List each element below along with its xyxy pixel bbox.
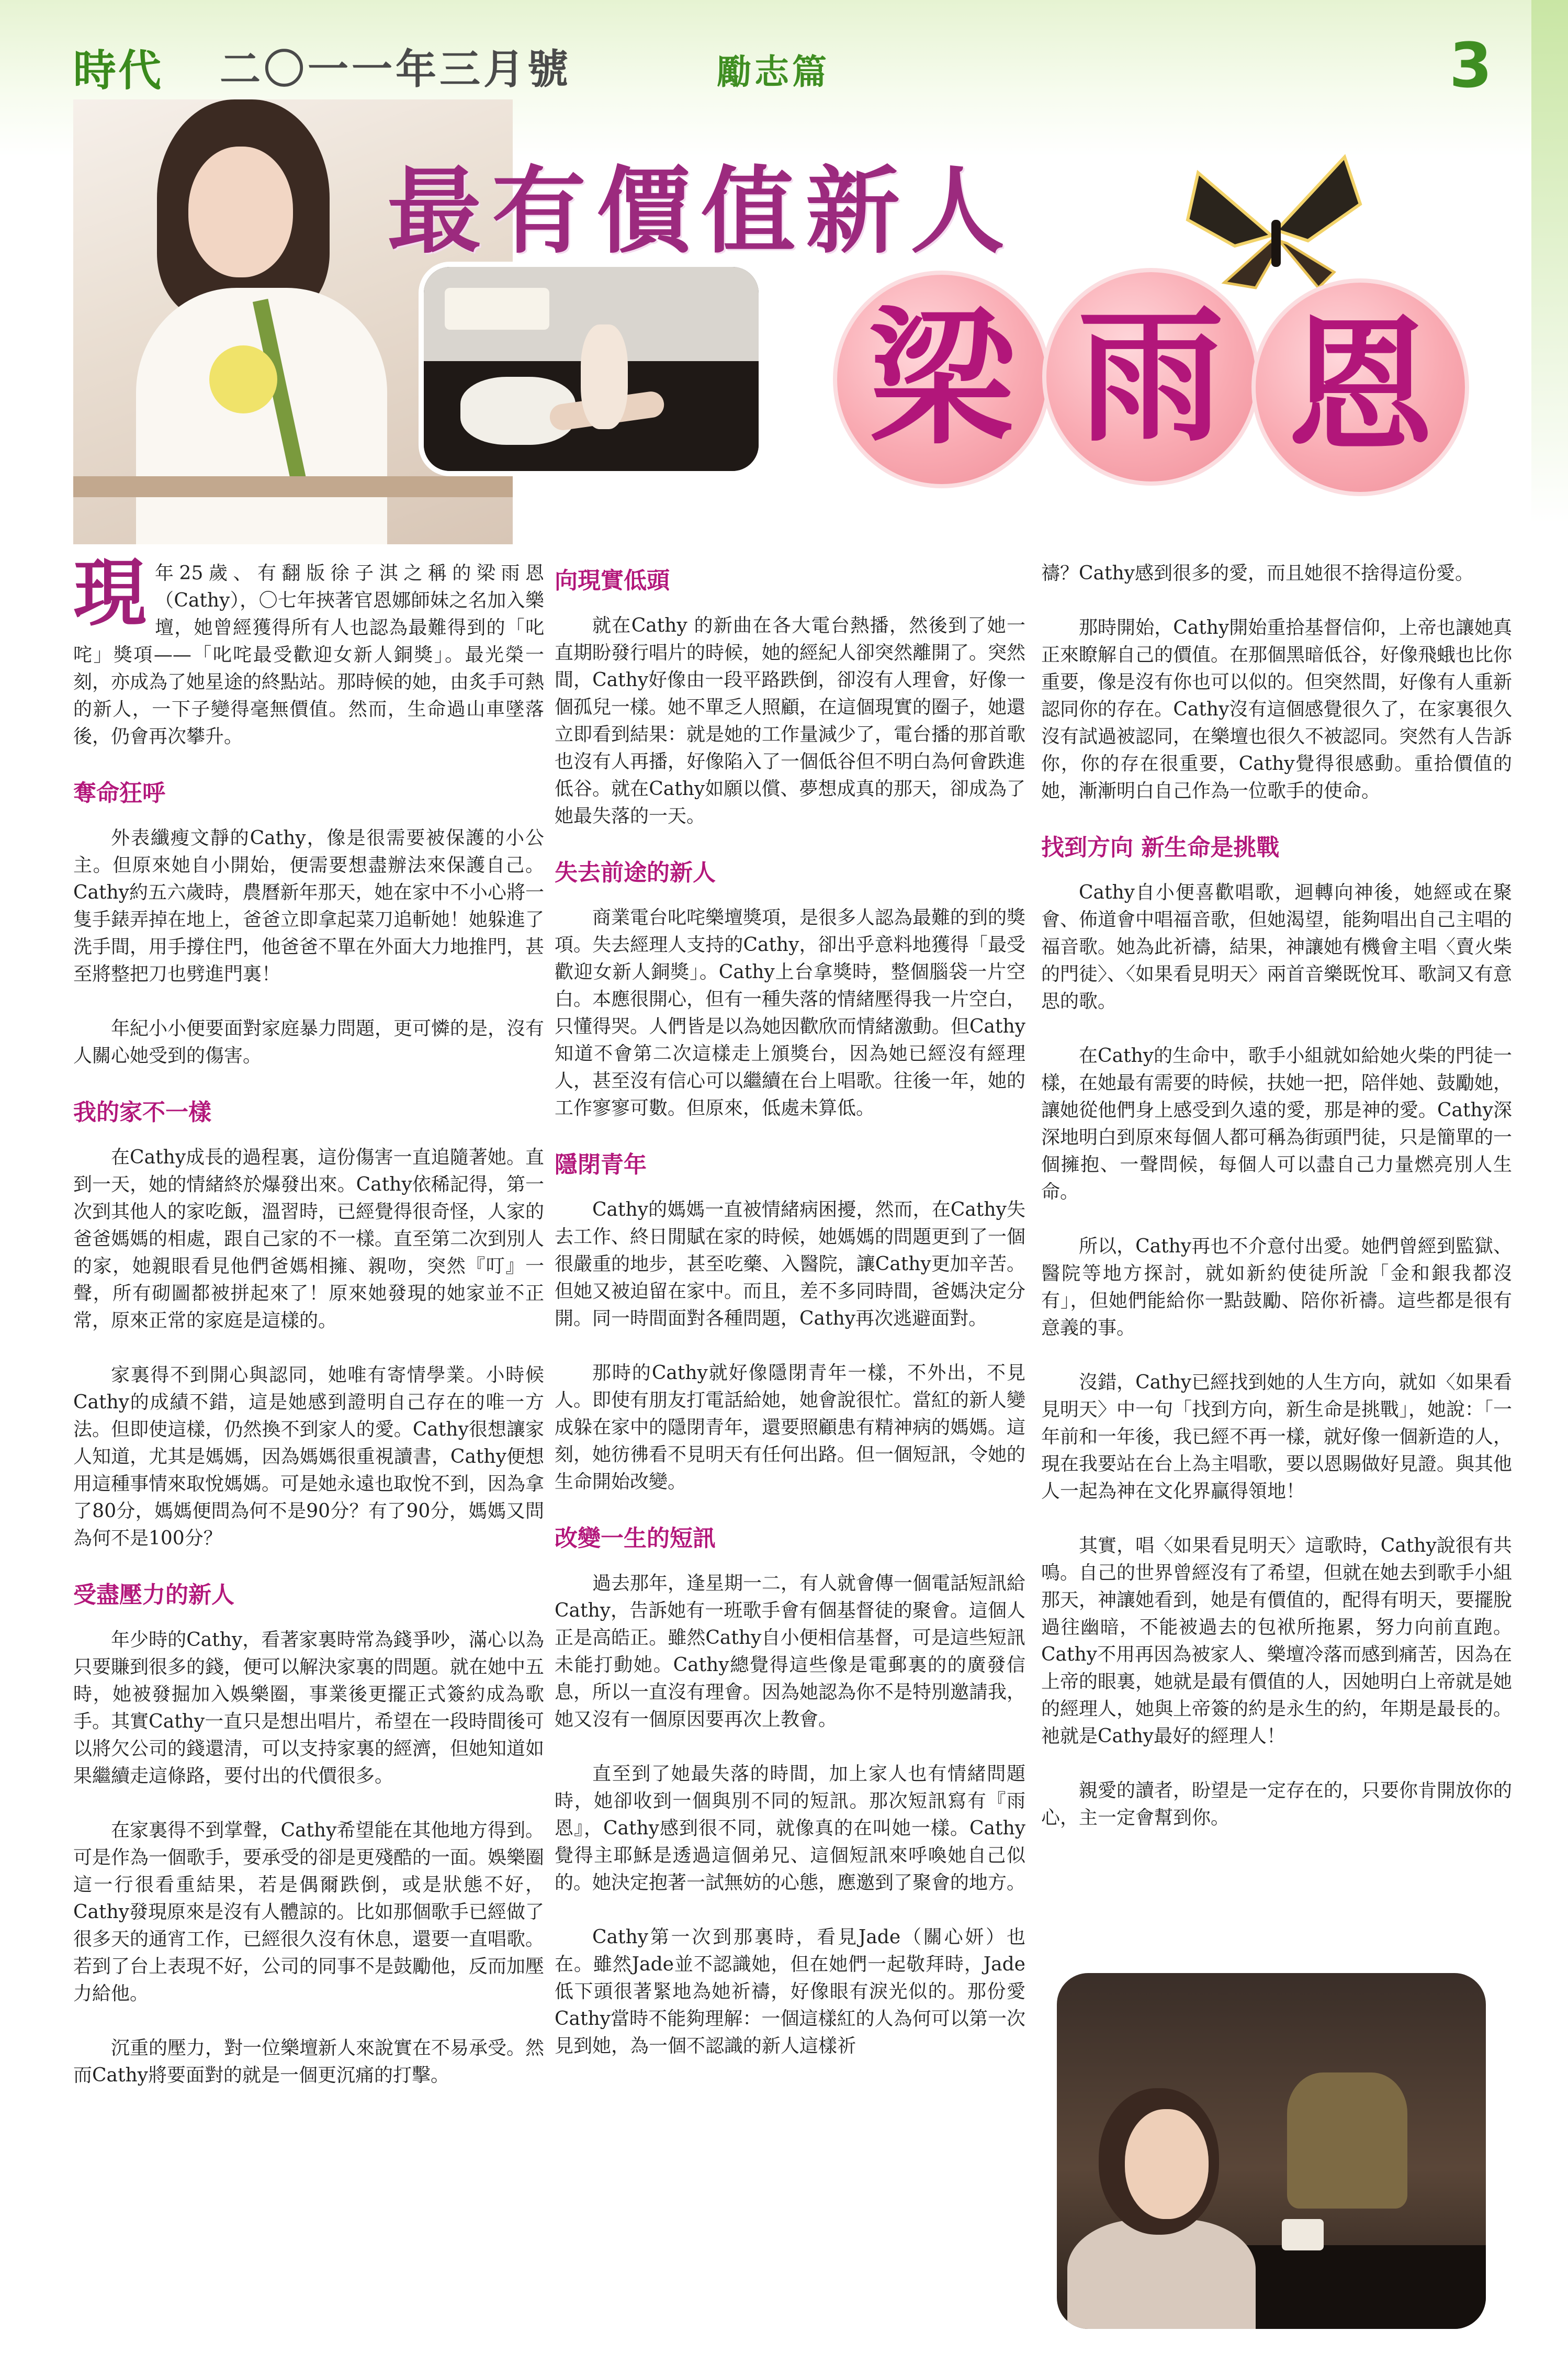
sofa-photo [424, 267, 759, 471]
paragraph: 直至到了她最失落的時間，加上家人也有情緒問題時，她卻收到一個與別不同的短訊。那次短訊寫有『雨恩』，Cathy感到很不同，就像真的在叫她一樣。Cathy覺得主耶穌是透過這個弟兄、這個短訊來呼喚她自己似的。她決定抱著一試無妨的心態，應邀到了聚會的地方。 [555, 1763, 1026, 1893]
side-band [1531, 0, 1568, 523]
subheading: 向現實低頭 [555, 567, 670, 594]
paragraph: 過去那年，逢星期一二，有人就會傳一個電話短訊給Cathy，告訴她有一班歌手會有個基督徒的聚會。這個人正是高皓正。雖然Cathy自小便相信基督，可是這些短訊未能打動她。Cathy總覺得這些像是電郵裏的的廣發信息，所以一直沒有理會。因為她認為你不是特別邀請我，她又沒有一個原因要再次上教會。 [555, 1573, 1026, 1730]
masthead-brand: 時代 [73, 46, 164, 96]
name-char-2: 雨 [1078, 292, 1224, 462]
paragraph: 沒錯，Cathy已經找到她的人生方向，就如〈如果看見明天〉中一句「找到方向，新生命是挑戰」，她說：「一年前和一年後，我已經不再一樣，就好像一個新造的人，現在我要站在台上為主唱歌，要以恩賜做好見證。與其他人一起為神在文化界贏得領地！ [1041, 1372, 1513, 1502]
paragraph: Cathy第一次到那裏時，看見Jade（關心妍）也在。雖然Jade並不認識她，但在她們一起敬拜時，Jade低下頭很著緊地為她祈禱，好像眼有淚光似的。那份愛Cathy當時不能夠理解：一個這樣紅的人為何可以第一次見到她，為一個不認識的新人這樣祈 [555, 1926, 1025, 2057]
paragraph: 就在Cathy 的新曲在各大電台熱播，然後到了她一直期盼發行唱片的時候，她的經紀人卻突然離開了。突然間，Cathy好像由一段平路跌倒，卻沒有人理會，好像一個孤兒一樣。她不單乏人照顧，在這個現實的圈子，她還立即看到結果：就是她的工作量減少了，電台播的那首歌也沒有人再播，好像陷入了一個低谷但不明白為何會跌進低谷。就在Cathy如願以償、夢想成真的那天，卻成為了她最失落的一天。 [555, 615, 1026, 827]
subheading: 我的家不一樣 [73, 1099, 211, 1126]
masthead-date: 二〇一一年三月號 [220, 46, 572, 93]
subheading: 找到方向 新生命是挑戰 [1041, 834, 1280, 861]
drop-cap: 現 [73, 551, 147, 636]
paragraph: 在家裏得不到掌聲，Cathy希望能在其他地方得到。可是作為一個歌手，要承受的卻是更殘酷的一面。娛樂圈這一行很看重結果，若是偶爾跌倒，或是狀態不好，Cathy發現原來是沒有人體諒的。比如那個歌手已經做了很多天的通宵工作，已經很久沒有休息，還要一直唱歌。若到了台上表現不好，公司的同事不是鼓勵他，反而加壓力給他。 [73, 1820, 545, 2004]
subheading: 受盡壓力的新人 [73, 1582, 234, 1608]
subheading: 失去前途的新人 [555, 859, 716, 886]
masthead-section: 勵志篇 [717, 51, 830, 92]
paragraph: 那時開始，Cathy開始重拾基督信仰，上帝也讓她真正來瞭解自己的價值。在那個黑暗低谷，好像飛蛾也比你重要，像是沒有你也可以似的。但突然間，好像有人重新認同你的存在。Cathy沒有這個感覺很久了，在家裏很久沒有試過被認同，在樂壇也很久不被認同。突然有人告訴你，你的存在很重要，Cathy覺得很感動。重拾價值的她，漸漸明白自己作為一位歌手的使命。 [1041, 617, 1513, 802]
paragraph: Cathy自小便喜歡唱歌，迴轉向神後，她經或在聚會、佈道會中唱福音歌，但她渴望，能夠唱出自己主唱的福音歌。她為此祈禱，結果，神讓她有機會主唱〈賣火柴的門徒〉、〈如果看見明天〉兩首音樂既悅耳、歌詞又有意思的歌。 [1041, 882, 1513, 1012]
intro-text: 年25歲、有翻版徐子淇之稱的梁雨恩（Cathy），〇七年挾著官恩娜師妹之名加入樂壇，她曾經獲得所有人也認為最難得到的「叱咤」獎項——「叱咤最受歡迎女新人銅獎」。最光榮一刻，亦成為了她星途的終點站。那時候的她，由炙手可熱的新人，一下子變得毫無價值。然而，生命過山車墜落後，仍會再次攀升。 [73, 563, 545, 747]
paragraph: 在Cathy的生命中，歌手小組就如給她火柴的門徒一樣，在她最有需要的時候，扶她一把，陪伴她、鼓勵她，讓她從他們身上感受到久遠的愛，那是神的愛。Cathy深深地明白到原來每個人都可稱為街頭門徒，只是簡單的一個擁抱、一聲問候，每個人可以盡自己力量燃亮別人生命。 [1041, 1045, 1513, 1203]
subheading: 改變一生的短訊 [555, 1525, 716, 1552]
subheading: 奪命狂呼 [73, 780, 165, 806]
paragraph: 親愛的讀者，盼望是一定存在的，只要你肯開放你的心，主一定會幫到你。 [1041, 1780, 1513, 1829]
name-char-3: 恩 [1287, 302, 1434, 473]
name-circle-3 [1256, 283, 1465, 492]
paragraph: 在Cathy成長的過程裏，這份傷害一直追隨著她。直到一天，她的情緒終於爆發出來。Cathy依稀記得，第一次到其他人的家吃飯，溫習時，已經覺得很奇怪，人家的爸爸媽媽的相處，跟自己家的不一樣。直至第二次到別人的家，她親眼看見他們爸媽相擁、親吻，突然『叮』一聲，所有砌圖都被拼起來了！原來她發現的她家並不正常，原來正常的家庭是這樣的。 [73, 1147, 545, 1331]
candle-photo [1057, 1973, 1486, 2329]
paragraph: 所以，Cathy再也不介意付出愛。她們曾經到監獄、醫院等地方探討，就如新約使徒所說「金和銀我都沒有」，但她們能給你一點鼓勵、陪你祈禱。這些都是很有意義的事。 [1041, 1236, 1512, 1339]
paragraph: 那時的Cathy就好像隱閉青年一樣，不外出，不見人。即使有朋友打電話給她，她會說很忙。當紅的新人變成躲在家中的隱閉青年，還要照顧患有精神病的媽媽。這刻，她彷彿看不見明天有任何出路。但一個短訊，令她的生命開始改變。 [555, 1362, 1026, 1493]
paragraph: 其實，唱〈如果看見明天〉這歌時，Cathy說很有共鳴。自己的世界曾經沒有了希望，但就在她去到歌手小組那天，神讓她看到，她是有價值的，配得有明天，要擺脫過往幽暗，不能被過去的包袱所拖累，努力向前直跑。Cathy不用再因為被家人、樂壇冷落而感到痛苦，因為在上帝的眼裏，她就是最有價值的人，因她明白上帝就是她的經理人，她與上帝簽的約是永生的約，年期是最長的。祂就是Cathy最好的經理人！ [1041, 1535, 1513, 1747]
subheading: 隱閉青年 [555, 1151, 647, 1178]
intro-paragraph [73, 551, 545, 750]
paragraph: Cathy的媽媽一直被情緒病困擾，然而，在Cathy失去工作、終日閒賦在家的時候，她媽媽的問題更到了一個很嚴重的地步，甚至吃藥、入醫院，讓Cathy更加辛苦。但她又被迫留在家中。而且，差不多同時間，爸媽決定分開。同一時間面對各種問題，Cathy再次逃避面對。 [555, 1199, 1026, 1329]
name-char-1: 梁 [868, 294, 1015, 465]
article-column-1 [73, 551, 545, 2116]
name-circle-2 [1046, 272, 1256, 481]
paragraph: 年紀小小便要面對家庭暴力問題，更可憐的是，沒有人關心她受到的傷害。 [73, 1018, 545, 1067]
paragraph: 商業電台叱咤樂壇獎項，是很多人認為最難的到的獎項。失去經理人支持的Cathy，卻出乎意料地獲得「最受歡迎女新人銅獎」。Cathy上台拿獎時，整個腦袋一片空白。本應很開心，但有一種失落的情緒壓得我一片空白，只懂得哭。人們皆是以為她因歡欣而情緒激動。但Cathy知道不會第二次這樣走上頒獎台，因為她已經沒有經理人，甚至沒有信心可以繼續在台上唱歌。往後一年，她的工作寥寥可數。但原來，低處未算低。 [555, 907, 1026, 1119]
article-column-2 [555, 560, 1025, 2087]
paragraph: 沉重的壓力，對一位樂壇新人來說實在不易承受。然而Cathy將要面對的就是一個更沉痛的打擊。 [73, 2037, 545, 2086]
article-title: 最有價值新人 [387, 157, 1016, 266]
paragraph: 外表纖瘦文靜的Cathy，像是很需要被保護的小公主。但原來她自小開始，便需要想盡辦法來保護自己。Cathy約五六歲時，農曆新年那天，她在家中不小心將一隻手錶弄掉在地上，爸爸立即拿起菜刀追斬她！她躲進了洗手間，用手撐住門，他爸爸不單在外面大力地推門，甚至將整把刀也劈進門裏！ [73, 827, 545, 985]
name-circle-1 [837, 275, 1046, 484]
article-column-3 [1041, 560, 1512, 1859]
paragraph: 家裏得不到開心與認同，她唯有寄情學業。小時候Cathy的成績不錯，這是她感到證明自己存在的唯一方法。但即使這樣，仍然換不到家人的愛。Cathy很想讓家人知道，尤其是媽媽，因為媽媽很重視讀書，Cathy便想用這種事情來取悅媽媽。可是她永遠也取悅不到，因為拿了80分，媽媽便問為何不是90分？有了90分，媽媽又問為何不是100分？ [73, 1364, 545, 1549]
page-number: 3 [1449, 29, 1493, 102]
paragraph: 年少時的Cathy，看著家裏時常為錢爭吵，滿心以為只要賺到很多的錢，便可以解決家裏的問題。就在她中五時，她被發掘加入娛樂圈，事業後更擺正式簽約成為歌手。其實Cathy一直只是想出唱片，希望在一段時間後可以將欠公司的錢還清，可以支持家裏的經濟，但她知道如果繼續走這條路，要付出的代價很多。 [73, 1629, 545, 1787]
paragraph: 禱？Cathy感到很多的愛，而且她很不捨得這份愛。 [1041, 563, 1474, 584]
